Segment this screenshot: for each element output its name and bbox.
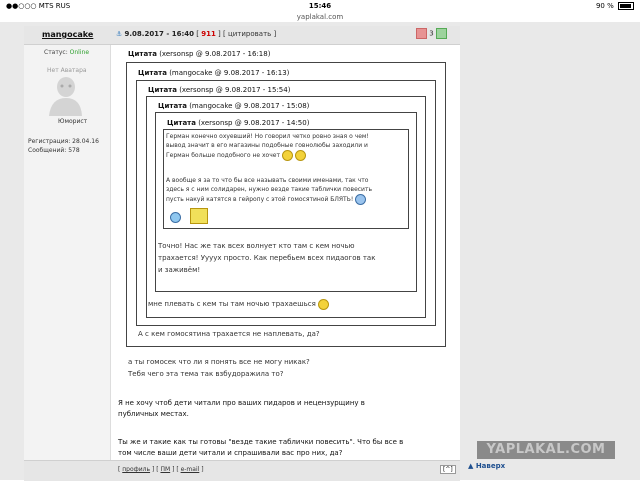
quote-5-line-3: Герман больше подобного не хочет <box>166 150 369 161</box>
quote-5-line-1: Герман конечно охуевший! Но говорил четко ровно зная о чем! <box>166 133 369 140</box>
status-label: Статус: <box>44 49 68 56</box>
quote-1-meta: (xersonsp @ 9.08.2017 - 16:18) <box>156 50 271 58</box>
author-stats <box>28 137 99 155</box>
rating-value: 3 <box>429 29 434 38</box>
site-watermark-logo: YAPLAKAL.COM <box>477 441 615 459</box>
message-count: Сообщений: 578 <box>28 147 80 154</box>
quote-4-label: Цитата <box>158 102 187 110</box>
quote-5-line-2: вывод значит в его магазины подобные говнолюбы заходили и <box>166 142 368 149</box>
quote-4-header <box>158 102 309 110</box>
smiley-icon <box>170 212 181 223</box>
avatar-label: Нет Аватара <box>47 67 87 74</box>
quote-5-line-6: пусть накуй катятся в гейропу с этой гомосятиной БЛЯТЬ! <box>166 194 372 205</box>
post-id-open: [ <box>196 30 202 38</box>
quote-4-line-2: трахается! Уууух просто. Как перебьем всех пидаогов так <box>158 254 376 262</box>
post-id-close: ] <box>215 30 221 38</box>
status-value: Online <box>69 49 90 56</box>
quote-4-text <box>158 240 375 276</box>
pm-link[interactable]: ПМ <box>160 466 171 473</box>
url-bar[interactable]: yaplakal.com <box>296 13 344 21</box>
post-id[interactable]: 911 <box>201 30 216 38</box>
registration-date: Регистрация: 28.04.16 <box>28 138 99 145</box>
carrier-label: ●●○○○ MTS RUS <box>6 2 71 10</box>
quote-1-line-1: а ты гомосек что ли я понять все не могу никак? <box>128 358 310 366</box>
quote-1-line-2: Тебя чего эта тема так взбудоражила то? <box>128 370 284 378</box>
quote-2-meta: (mangocake @ 9.08.2017 - 16:13) <box>166 69 290 77</box>
quote-2-header <box>138 69 289 77</box>
vote-down-icon[interactable] <box>416 28 427 39</box>
smiley-icon <box>282 150 293 161</box>
quote-1-text <box>128 356 310 380</box>
animated-smiley-icon <box>190 208 208 224</box>
scroll-top-button[interactable]: [^] <box>440 465 456 474</box>
quote-3-text: мне плевать с кем ты там ночью трахаешься <box>148 298 329 310</box>
vote-up-icon[interactable] <box>436 28 447 39</box>
quote-5-header <box>167 119 309 127</box>
profile-link[interactable]: профиль <box>122 466 151 473</box>
post-line-4: том числе ваши дети читали и спрашивали вас про них, да? <box>118 449 343 457</box>
nav-up-label: Наверх <box>475 462 506 470</box>
author-name[interactable]: mangocake <box>42 30 94 39</box>
battery-icon <box>618 2 634 10</box>
quote-2-label: Цитата <box>138 69 167 77</box>
post-text-1 <box>118 398 365 420</box>
quote-5-meta: (xersonsp @ 9.08.2017 - 14:50) <box>195 119 310 127</box>
quote-3-header <box>148 86 290 94</box>
quote-3-label: Цитата <box>148 86 177 94</box>
author-links: [ профиль ] [ ПМ ] [ e-mail ] <box>118 466 204 473</box>
quote-1-header <box>128 50 270 58</box>
author-status <box>44 49 89 56</box>
smiley-icon <box>355 194 366 205</box>
post-meta <box>116 30 276 38</box>
post-line-2: публичных местах. <box>118 410 189 418</box>
quote-4-line-1: Точно! Нас же так всех волнует кто там с кем ночью <box>158 242 355 250</box>
post-line-3: Ты же и такие как ты готовы "везде такие таблички повесить". Что бы все в <box>118 438 404 446</box>
quote-4-meta: (mangocake @ 9.08.2017 - 15:08) <box>186 102 310 110</box>
quote-5-line-4: А вообще я за то что бы все называть своими именами, так что <box>166 177 369 184</box>
smiley-icon <box>295 150 306 161</box>
quote-5-line-5: здесь я с ним солидарен, нужно везде такие таблички повесить <box>166 186 372 193</box>
quote-4-line-3: и заживём! <box>158 266 201 274</box>
clock: 15:46 <box>308 2 332 10</box>
quote-5-label: Цитата <box>167 119 196 127</box>
anchor-icon[interactable]: ⚓ <box>116 30 123 38</box>
quote-5-text-a <box>166 132 369 161</box>
post-rating <box>416 28 447 39</box>
post-date: 9.08.2017 - 16:40 <box>124 30 194 38</box>
quote-5-text-b <box>166 176 372 205</box>
quote-button[interactable]: [ цитировать ] <box>223 30 277 38</box>
post-line-1: Я не хочу чтоб дети читали про ваших пидаров и нецензурщину в <box>118 399 365 407</box>
post-text-2 <box>118 437 403 459</box>
post-footer <box>24 460 460 481</box>
battery-percent: 90 % <box>595 2 614 10</box>
quote-1-label: Цитата <box>128 50 157 58</box>
smiley-icon <box>318 299 329 310</box>
battery-indicator <box>596 0 634 12</box>
quote-3-meta: (xersonsp @ 9.08.2017 - 15:54) <box>176 86 291 94</box>
quote-2-text: А с кем гомосятина трахается не наплевать, да? <box>138 330 320 338</box>
ios-status-bar <box>0 0 640 12</box>
nav-up-link[interactable]: ▲ Наверх <box>468 462 506 470</box>
email-link[interactable]: e-mail <box>180 466 200 473</box>
avatar-placeholder-icon <box>46 74 84 116</box>
author-rank: Юморист <box>58 118 88 125</box>
